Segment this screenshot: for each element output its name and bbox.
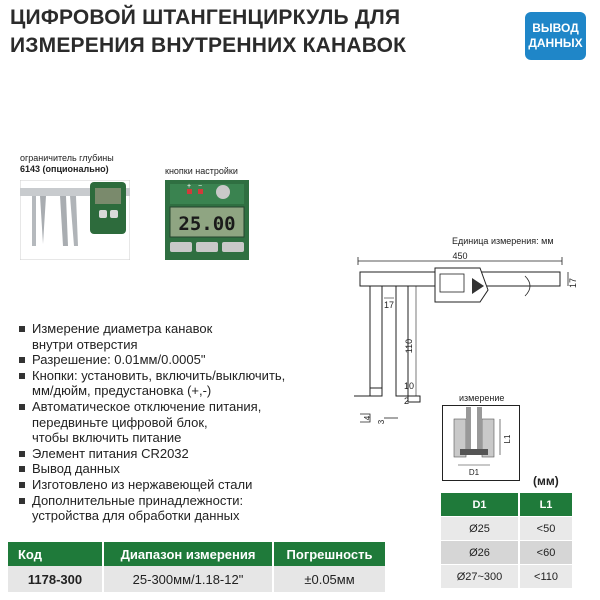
feature-item-cont: мм/дюйм, предустановка (+,-) [32, 383, 212, 399]
table-row [441, 517, 572, 541]
feature-item: Измерение диаметра канавок [18, 321, 348, 337]
page-title [10, 4, 510, 60]
spec-header-code: Код [8, 542, 103, 566]
adjust-buttons-caption: кнопки настройки [165, 166, 238, 176]
measurement-caption: измерение [459, 393, 505, 403]
dim-cell: <50 [519, 517, 572, 541]
dim-3: 3 [377, 419, 386, 425]
dim-17-right: 17 [568, 277, 578, 289]
dim-2: 2 [404, 396, 410, 406]
spec-header-accuracy: Погрешность [273, 542, 385, 566]
dim-17-inner: 17 [383, 300, 395, 310]
depth-stop-caption-line1: ограничитель глубины [20, 153, 114, 163]
spec-cell-range: 25-300мм/1.18-12" [103, 566, 273, 592]
dim-cell: Ø25 [441, 517, 519, 541]
depth-stop-optional: (опционально) [42, 164, 109, 174]
dim-cell: Ø27~300 [441, 565, 519, 589]
dim-cell: <60 [519, 541, 572, 565]
dim-cell: Ø26 [441, 541, 519, 565]
title-line-1: ЦИФРОВОЙ ШТАНГЕНЦИРКУЛЬ ДЛЯ [10, 6, 401, 29]
dim-table-unit: (мм) [533, 474, 559, 488]
display-reading: 25.00 [178, 213, 236, 235]
features-list [18, 321, 348, 524]
spec-table [8, 542, 385, 592]
feature-item: Разрешение: 0.01мм/0.0005" [18, 352, 348, 368]
dim-table [441, 493, 572, 588]
feature-item-cont: устройства для обработки данных [32, 508, 240, 524]
dim-450: 450 [452, 251, 468, 261]
spec-cell-code: 1178-300 [8, 566, 103, 592]
dim-110: 110 [404, 338, 414, 354]
feature-item: Автоматическое отключение питания, [18, 399, 348, 415]
data-output-badge [525, 12, 586, 60]
measure-l1: L1 [503, 434, 512, 444]
feature-item-cont: внутри отверстия [32, 336, 138, 352]
depth-stop-photo [20, 180, 130, 260]
minus-button-label: − [197, 183, 203, 190]
plus-button-label: + [186, 183, 192, 190]
badge-line-2: ДАННЫХ [528, 36, 583, 50]
table-row [441, 565, 572, 589]
feature-item: Изготовлено из нержавеющей стали [18, 477, 348, 493]
badge-line-1: ВЫВОД [532, 21, 579, 35]
spec-header-range: Диапазон измерения [103, 542, 273, 566]
display-photo [165, 180, 249, 260]
dim-header-d1: D1 [441, 493, 519, 517]
dim-10: 10 [404, 381, 415, 391]
feature-item-cont: чтобы включить питание [32, 430, 182, 446]
feature-item-cont: передвиньте цифровой блок, [32, 414, 208, 430]
dim-4: 4 [363, 415, 372, 421]
feature-item: Вывод данных [18, 461, 348, 477]
measurement-diagram [442, 405, 520, 481]
feature-item: Кнопки: установить, включить/выключить, [18, 368, 348, 384]
table-row [441, 541, 572, 565]
title-line-2: ИЗМЕРЕНИЯ ВНУТРЕННИХ КАНАВОК [10, 34, 407, 57]
depth-stop-number: 6143 [20, 164, 41, 174]
feature-item: Элемент питания CR2032 [18, 446, 348, 462]
spec-cell-accuracy: ±0.05мм [273, 566, 385, 592]
dim-header-l1: L1 [519, 493, 572, 517]
measure-d1: D1 [468, 468, 480, 477]
feature-item: Дополнительные принадлежности: [18, 493, 348, 509]
dim-cell: <110 [519, 565, 572, 589]
unit-label: Единица измерения: мм [452, 236, 554, 246]
depth-stop-caption [20, 153, 114, 175]
